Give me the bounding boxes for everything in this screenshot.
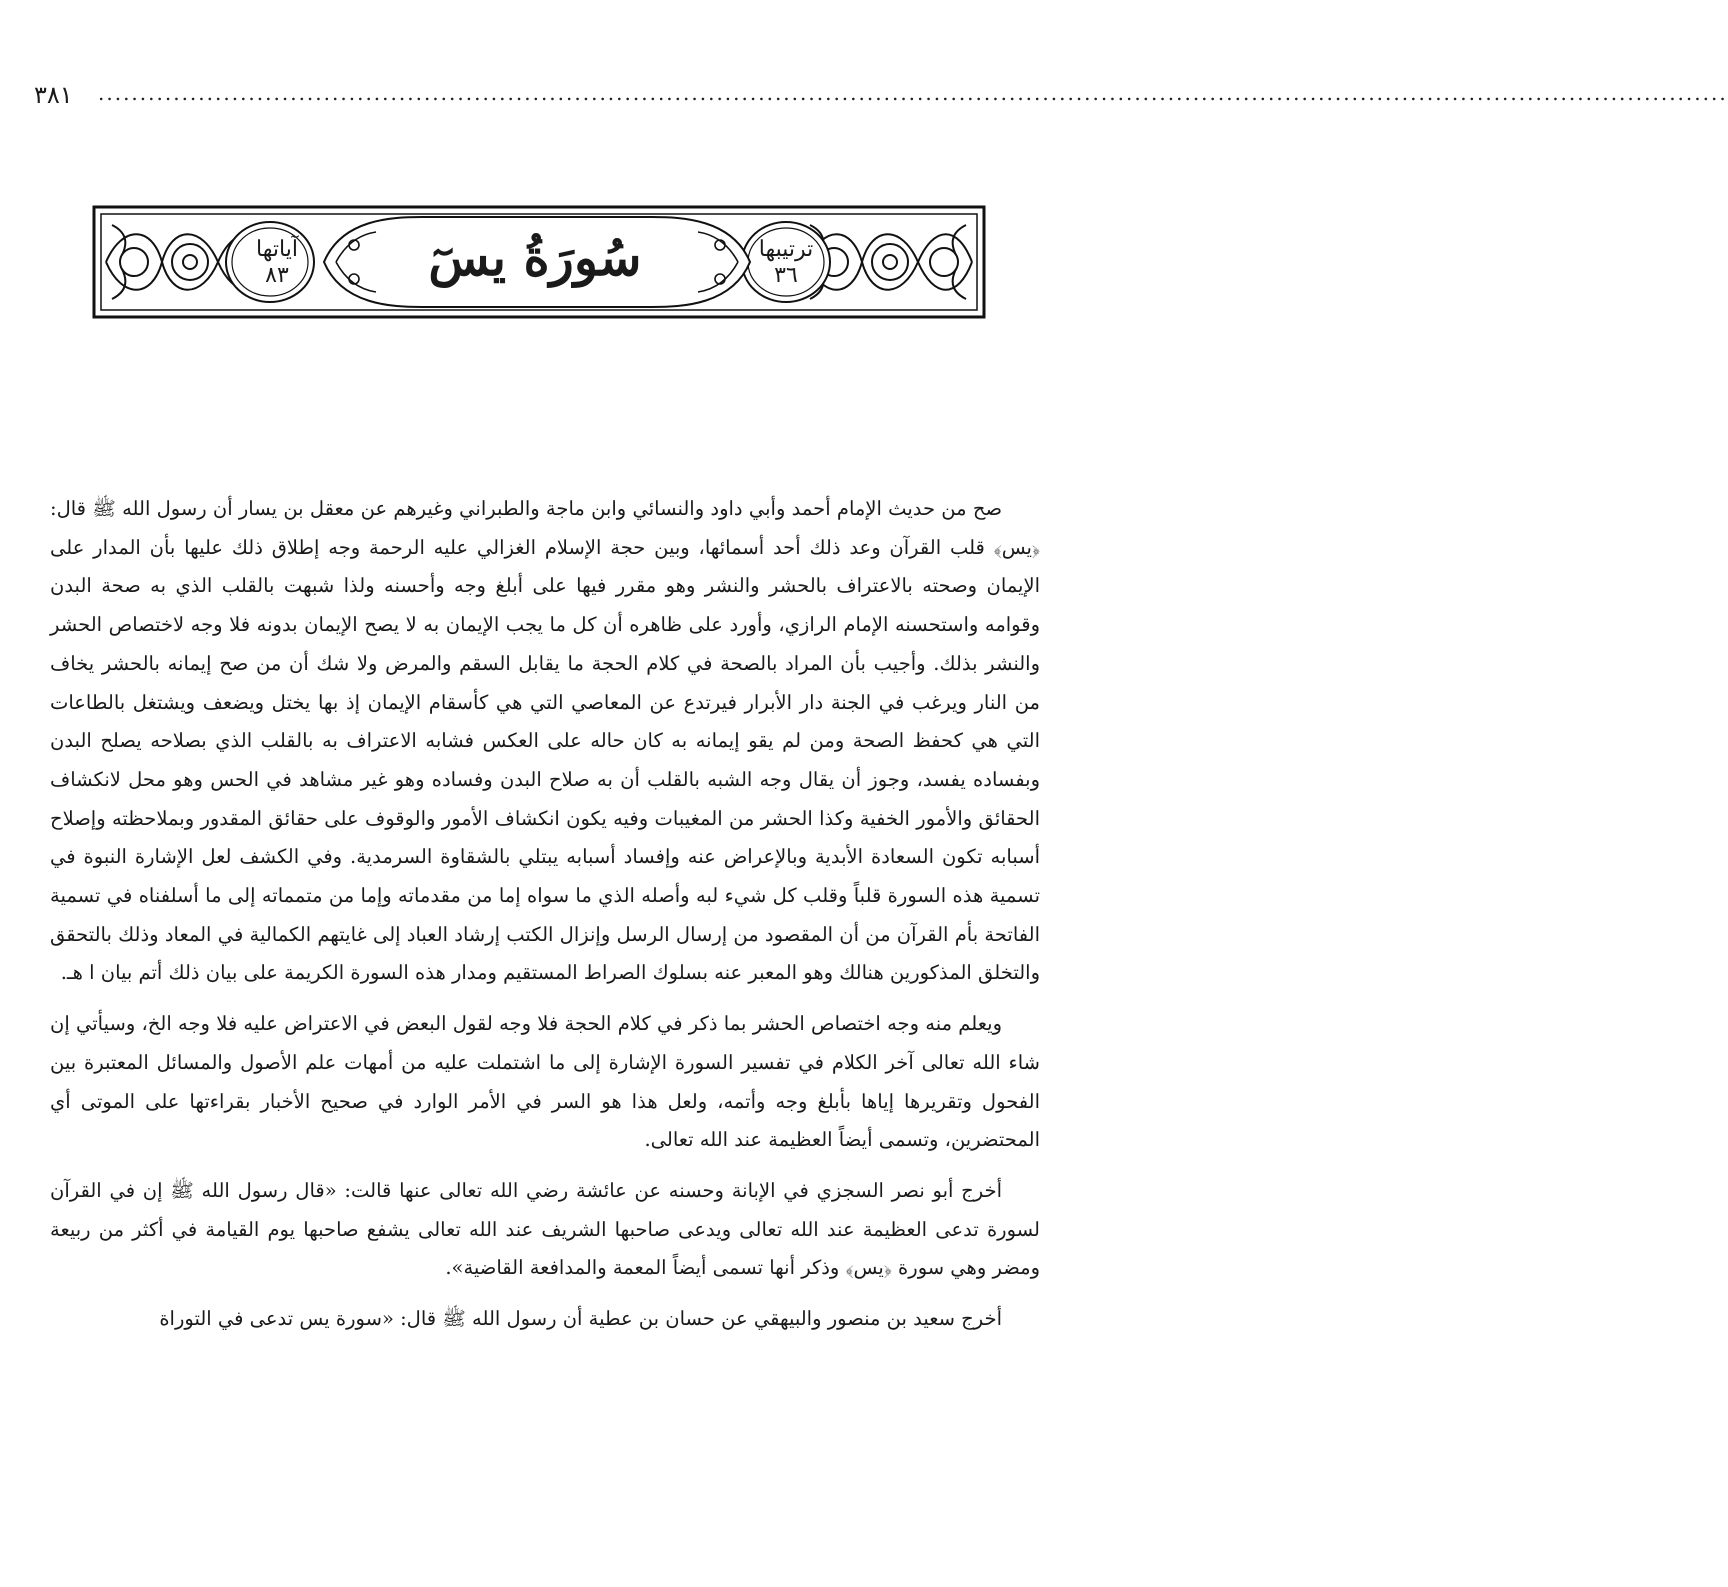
order-label: ترتيبها [758,237,814,262]
paragraph-3: أخرج أبو نصر السجزي في الإبانة وحسنه عن عائشة رضي الله تعالى عنها قالت: «قال رسول الله ﷺ إن في القرآن لسورة تدعى العظيمة عند الله تعالى ويدعى صاحبها الشريف عند الله تعالى يشفع صاحبها يوم القيامة في أكثر من ربيعة ومضر وهي سورة ﴿يس﴾ وذكر أنها تسمى أيضاً المعمة والمدافعة القاضية». [50,1178,1040,1280]
body-text [50,490,1040,1550]
paragraph-4: أخرج سعيد بن منصور والبيهقي عن حسان بن عطية أن رسول الله ﷺ قال: «سورة يس تدعى في التوراة [159,1307,1002,1331]
paragraph-2: ويعلم منه وجه اختصاص الحشر بما ذكر في كلام الحجة فلا وجه لقول البعض في الاعتراض عليه فلا وجه الخ، وسيأتي إن شاء الله تعالى آخر الكلام في تفسير السورة الإشارة إلى ما اشتملت عليه من أمهات علم الأصول والمسائل المعتبرة بين الفحول وتقريرها إياها بأبلغ وجه وأتمه، ولعل هذا هو السر في الأمر الوارد في صحيح الأخبار بقراءتها على الموتى أي المحتضرين، وتسمى أيضاً العظيمة عند الله تعالى. [50,1012,1040,1152]
paragraph-1: صح من حديث الإمام أحمد وأبي داود والنسائي وابن ماجة والطبراني وغيرهم عن معقل بن يسار أن رسول الله ﷺ قال: ﴿يس﴾ قلب القرآن وعد ذلك أحد أسمائها، وبين حجة الإسلام الغزالي عليه الرحمة وجه إطلاق ذلك عليها بأن المدار على الإيمان وصحته بالاعتراف بالحشر والنشر وهو مقرر فيها على أبلغ وجه وأحسنه ولذا شبهت بالقلب الذي به صحة البدن وقوامه واستحسنه الإمام الرازي، وأورد على ظاهره أن كل ما يجب الإيمان به لا يصح الإيمان بدونه فلا وجه لاختصاص الحشر والنشر بذلك. وأجيب بأن المراد بالصحة في كلام الحجة ما يقابل السقم والمرض ولا شك أن من صح إيمانه بالحشر يخاف من النار ويرغب في الجنة دار الأبرار فيرتدع عن المعاصي التي هي كأسقام الإيمان إذ بها يختل ويضعف ويشتغل بالطاعات التي هي كحفظ الصحة ومن لم يقو إيمانه به كان حاله على العكس فشابه الاعتراف به بالقلب الذي بصلاحه يصلح البدن وبفساده يفسد، وجوز أن يقال وجه الشبه بالقلب أن به صلاح البدن وفساده وهو غير مشاهد في الحس وهو محل لانكشاف الحقائق والأمور الخفية وكذا الحشر من المغيبات وفيه يكون انكشاف الأمور والوقوف على حقائق المقدور وبملاحظته وإصلاح أسبابه تكون السعادة الأبدية وبالإعراض عنه وإفساد أسبابه يبتلي بالشقاوة السرمدية. وفي الكشف لعل الإشارة النبوة في تسمية هذه السورة قلباً وقلب كل شيء لبه وأصله الذي ما سواه إما من مقدماته وإما من متمماته إلى ما أسلفناه في تسمية الفاتحة بأم القرآن من أن المقصود من إرسال الرسل وإنزال الكتب إرشاد العباد إلى غايتهم الكمالية في المعاد وذلك بالتحقق والتخلق المذكورين هنالك وهو المعبر عنه بسلوك الصراط المستقيم ومدار هذه السورة الكريمة على بيان ذلك أتم بيان ا هـ. [50,497,1040,985]
header-leader-dots: ................................................................................................................................................................................................... [98,81,1728,105]
page-number: ٣٨١ [34,81,73,109]
page-header [0,78,1728,118]
order-number: ٣٦ [774,263,798,288]
verses-count: ٨٣ [265,263,289,288]
surah-title: سُورَةُ يسٓ [428,228,642,287]
verses-label: آياتها [256,237,298,262]
